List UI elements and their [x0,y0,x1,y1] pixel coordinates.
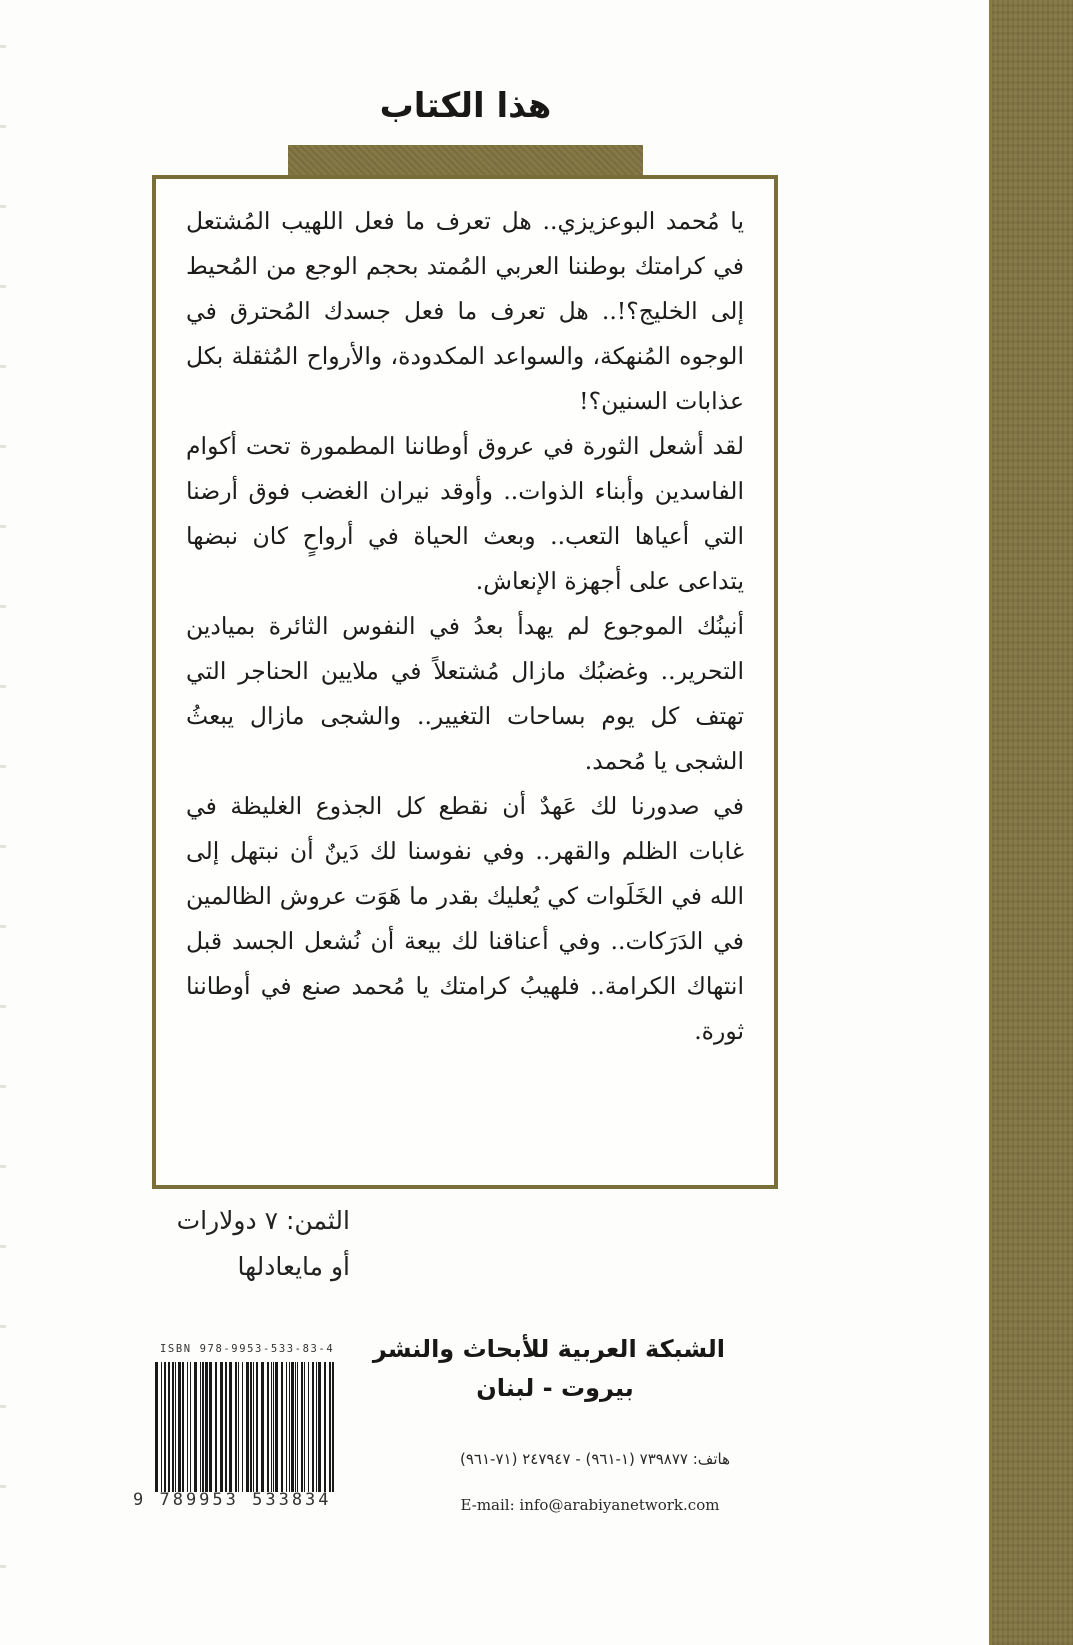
barcode-bar [273,1362,274,1492]
barcode-bar [316,1362,317,1492]
edge-tick [0,605,6,608]
barcode-bar [225,1362,227,1492]
barcode-bar [289,1362,290,1492]
blurb-body [186,199,744,1054]
barcode-bar [261,1362,264,1492]
barcode-bar [242,1362,243,1492]
edge-tick [0,925,6,928]
blurb-paragraph: يا مُحمد البوعزيزي.. هل تعرف ما فعل اللهيب المُشتعل في كرامتك بوطننا العربي المُمتد بحجم الوجع من المُحيط إلى الخليج؟!.. هل تعرف ما فعل جسدك المُحترق في الوجوه المُنهكة، والسواعد المكدودة، والأرواح المُثقلة بكل عذابات السنين؟! [186,207,744,415]
price-label: الثمن: ٧ دولارات [176,1206,350,1235]
publisher-block [372,1330,725,1408]
barcode-bar [155,1362,158,1492]
edge-tick [0,525,6,528]
barcode-bar [301,1362,303,1492]
edge-tick [0,45,6,48]
barcode-bar [246,1362,249,1492]
barcode-bar [281,1362,283,1492]
edge-tick [0,1325,6,1328]
barcode-bar [271,1362,272,1492]
barcode-bar [238,1362,239,1492]
barcode-bar [190,1362,191,1492]
blurb-paragraph: أنينُك الموجوع لم يهدأ بعدُ في النفوس الثائرة بميادين التحرير.. وغضبُك مازال مُشتعلاً في ملايين الحناجر التي تهتف كل يوم بساحات التغيير.. والشجى مازال يبعثُ الشجى يا مُحمد. [186,612,744,775]
price-equivalent: أو مايعادلها [237,1252,350,1281]
barcode-bar [308,1362,309,1492]
barcode-bar [205,1362,208,1492]
barcode-digits: 9 789953 533834 [133,1490,332,1510]
barcode-bar [286,1362,287,1492]
edge-tick [0,1565,6,1568]
edge-tick [0,365,6,368]
edge-tick [0,445,6,448]
edge-tick [0,1005,6,1008]
barcode-bar [220,1362,223,1492]
publisher-phone: هاتف: ٧٣٩٨٧٧ (١-٩٦١) - ٢٤٧٩٤٧ (٧١-٩٦١) [460,1450,730,1468]
title-accent-bar [288,145,643,177]
edge-tick [0,1245,6,1248]
blurb-paragraph: لقد أشعل الثورة في عروق أوطاننا المطمورة تحت أكوام الفاسدين وأبناء الذوات.. وأوقد نيران الغضب فوق أرضنا التي أعياها التعب.. وبعث الحياة في أرواحٍ كان نبضها يتداعى على أجهزة الإنعاش. [186,432,744,595]
edge-tick [0,1485,6,1488]
edge-tick [0,685,6,688]
blurb-paragraph: في صدورنا لك عَهدٌ أن نقطع كل الجذوع الغليظة في غابات الظلم والقهر.. وفي نفوسنا لك دَينٌ أن نبتهل إلى الله في الخَلَوات كي يُعليك بقدر ما هَوَت عروش الظالمين في الدَرَكات.. وفي أعناقنا لك بيعة أن نُشعل الجسد قبل انتهاك الكرامة.. فلهيبُ كرامتك يا مُحمد صنع في أوطاننا ثورة. [186,792,744,1045]
edge-tick [0,1405,6,1408]
barcode-bar [182,1362,184,1492]
barcode-bar [332,1362,334,1492]
barcode-bar [200,1362,201,1492]
isbn-label: ISBN 978-9953-533-83-4 [160,1343,335,1355]
publisher-email: E-mail: info@arabiyanetwork.com [460,1496,720,1514]
barcode-bar [304,1362,305,1492]
barcode-bar [215,1362,217,1492]
edge-tick [0,845,6,848]
book-blurb-title: هذا الكتاب [379,86,552,126]
barcode-bar [318,1362,321,1492]
barcode-bar [161,1362,162,1492]
barcode-bar [187,1362,188,1492]
barcode-bar [329,1362,331,1492]
barcode-bar [295,1362,296,1492]
edge-tick [0,205,6,208]
barcode-bar [202,1362,204,1492]
barcode-bar [168,1362,170,1492]
barcode-bar [297,1362,298,1492]
edge-tick [0,1085,6,1088]
book-spine-strip [989,0,1073,1645]
barcode-bar [235,1362,237,1492]
barcode-bar [178,1362,181,1492]
barcode-bar [253,1362,254,1492]
publisher-name: الشبكة العربية للأبحاث والنشر [372,1335,725,1363]
page-edge-marks [0,0,8,1645]
edge-tick [0,285,6,288]
barcode-bar [175,1362,176,1492]
price-block [140,1198,350,1290]
barcode-bar [172,1362,174,1492]
publisher-city: بيروت - لبنان [476,1374,634,1402]
edge-tick [0,1165,6,1168]
blurb-frame [152,175,778,1189]
barcode-bar [256,1362,258,1492]
barcode-bar [250,1362,252,1492]
barcode-bar [324,1362,326,1492]
barcode-bar [267,1362,269,1492]
barcode-bar [312,1362,314,1492]
barcode-bar [229,1362,232,1492]
barcode-bar [194,1362,197,1492]
barcode-bar [209,1362,212,1492]
barcode [155,1362,337,1492]
barcode-bar [291,1362,294,1492]
barcode-bar [164,1362,166,1492]
barcode-bar [275,1362,278,1492]
edge-tick [0,125,6,128]
edge-tick [0,765,6,768]
